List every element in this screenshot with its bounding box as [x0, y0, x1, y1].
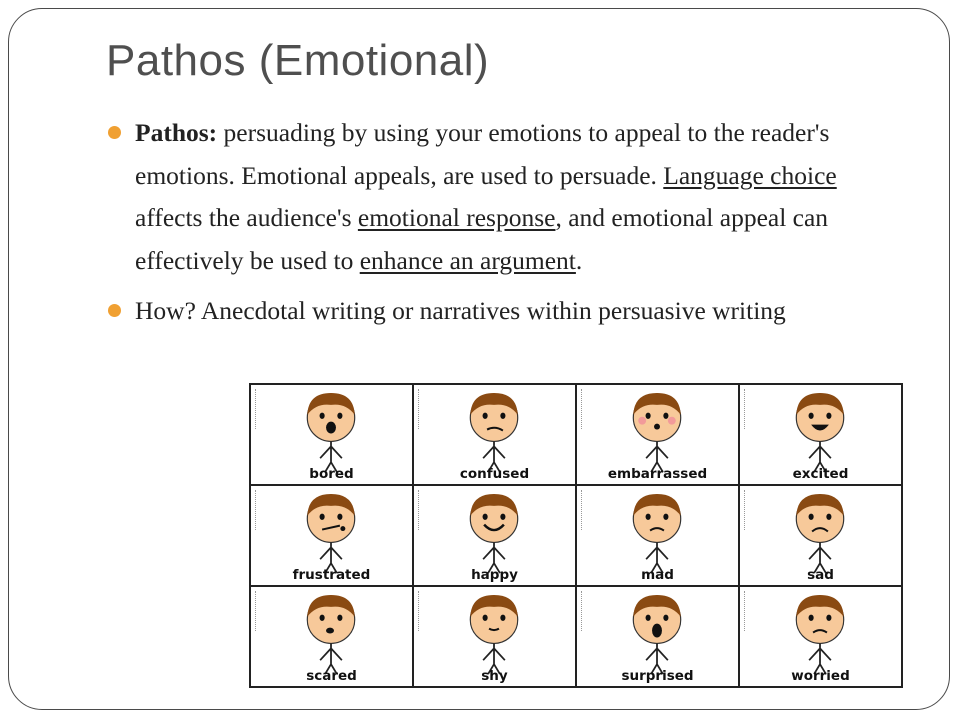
bullet-list: [106, 112, 896, 341]
bullet-text: affects the audience's: [135, 203, 358, 232]
emotion-label: scared: [306, 668, 357, 684]
emotion-cell-scared: [251, 587, 412, 686]
emotion-label: sad: [807, 567, 834, 583]
underlined-language-choice: Language choice: [663, 160, 837, 190]
emotion-cell-frustrated: [251, 486, 412, 585]
underlined-enhance-argument: enhance an argument: [359, 245, 576, 275]
emotion-label: worried: [791, 668, 850, 684]
emotion-label: shy: [481, 668, 508, 684]
slide-title: Pathos (Emotional): [106, 36, 490, 85]
emotion-cell-excited: [740, 385, 901, 484]
emotion-cell-surprised: [577, 587, 738, 686]
emotions-chart: [249, 383, 903, 688]
bullet-text: How? Anecdotal writing or narratives within persuasive writing: [135, 296, 786, 325]
emotion-cell-bored: [251, 385, 412, 484]
emotion-cell-mad: [577, 486, 738, 585]
emotion-label: frustrated: [292, 567, 371, 583]
bullet-pathos-definition: [106, 112, 896, 282]
emotion-cell-worried: [740, 587, 901, 686]
emotion-cell-sad: [740, 486, 901, 585]
emotion-cell-confused: [414, 385, 575, 484]
emotion-cell-happy: [414, 486, 575, 585]
emotion-label: surprised: [621, 668, 694, 684]
bullet-text: , and emotional appeal can effectively be used to: [135, 203, 829, 275]
bullet-dot-icon: [108, 126, 121, 139]
emotion-cell-shy: [414, 587, 575, 686]
bullet-text: persuading by using your emotions to appeal to the reader's emotions. Emotional appeals, are used to persuade.: [135, 118, 830, 190]
emotion-label: excited: [792, 466, 849, 482]
emotion-label: embarrassed: [607, 466, 708, 482]
bullet-text: .: [575, 245, 583, 275]
term-pathos: Pathos:: [135, 118, 218, 147]
underlined-emotional-response: emotional response: [357, 203, 556, 232]
bullet-how: [106, 290, 896, 333]
emotion-label: mad: [641, 567, 674, 583]
emotion-label: happy: [471, 567, 518, 583]
emotion-label: bored: [309, 466, 354, 482]
emotion-cell-embarrassed: [577, 385, 738, 484]
emotion-label: confused: [459, 466, 530, 482]
bullet-dot-icon: [108, 304, 121, 317]
